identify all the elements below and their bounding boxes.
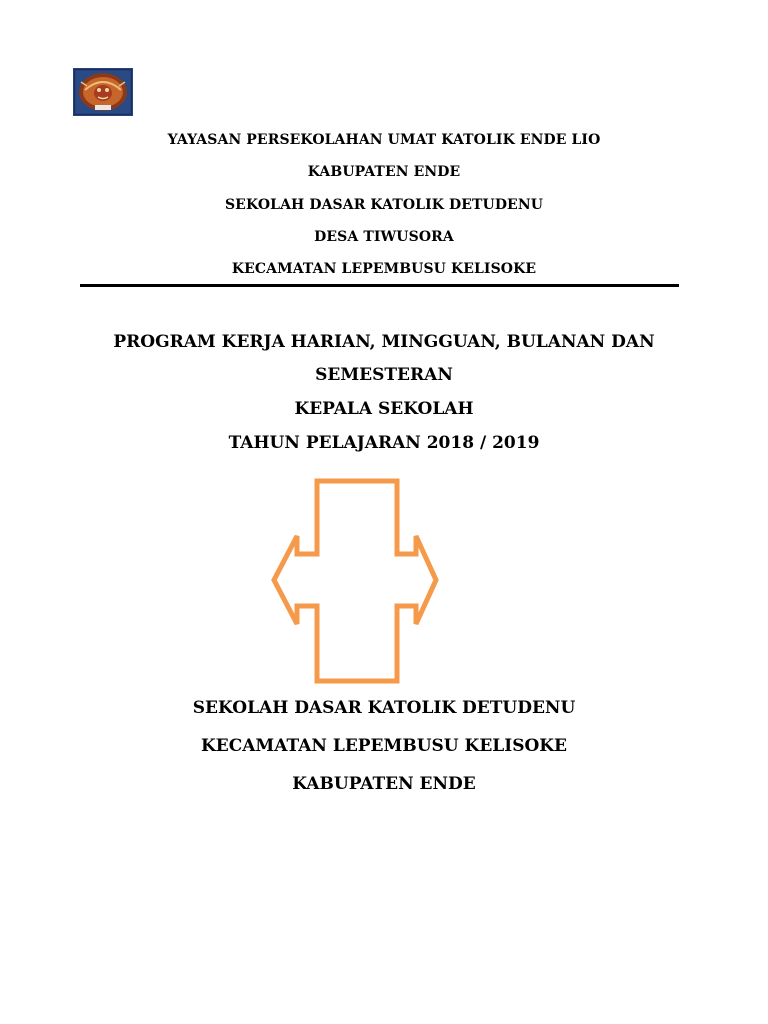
school-name: SEKOLAH DASAR KATOLIK DETUDENU [224, 197, 544, 213]
footer-regency-name: KABUPATEN ENDE [292, 774, 476, 794]
academic-year: TAHUN PELAJARAN 2018 / 2019 [228, 433, 540, 453]
regency-name: KABUPATEN ENDE [307, 164, 461, 180]
village-name: DESA TIWUSORA [314, 229, 454, 245]
document-subtitle: KEPALA SEKOLAH [294, 399, 474, 419]
district-name: KECAMATAN LEPEMBUSU KELISOKE [231, 261, 537, 277]
footer-school-name: SEKOLAH DASAR KATOLIK DETUDENU [192, 698, 576, 718]
document-title-line-2: SEMESTERAN [315, 365, 453, 385]
footer-district-name: KECAMATAN LEPEMBUSU KELISOKE [200, 736, 568, 756]
document-title-line-1: PROGRAM KERJA HARIAN, MINGGUAN, BULANAN DAN [113, 332, 655, 352]
cross-arrows-icon [270, 478, 442, 684]
school-emblem-icon [73, 68, 133, 116]
header-divider [80, 284, 679, 287]
foundation-name: YAYASAN PERSEKOLAHAN UMAT KATOLIK ENDE LIO [167, 132, 601, 148]
